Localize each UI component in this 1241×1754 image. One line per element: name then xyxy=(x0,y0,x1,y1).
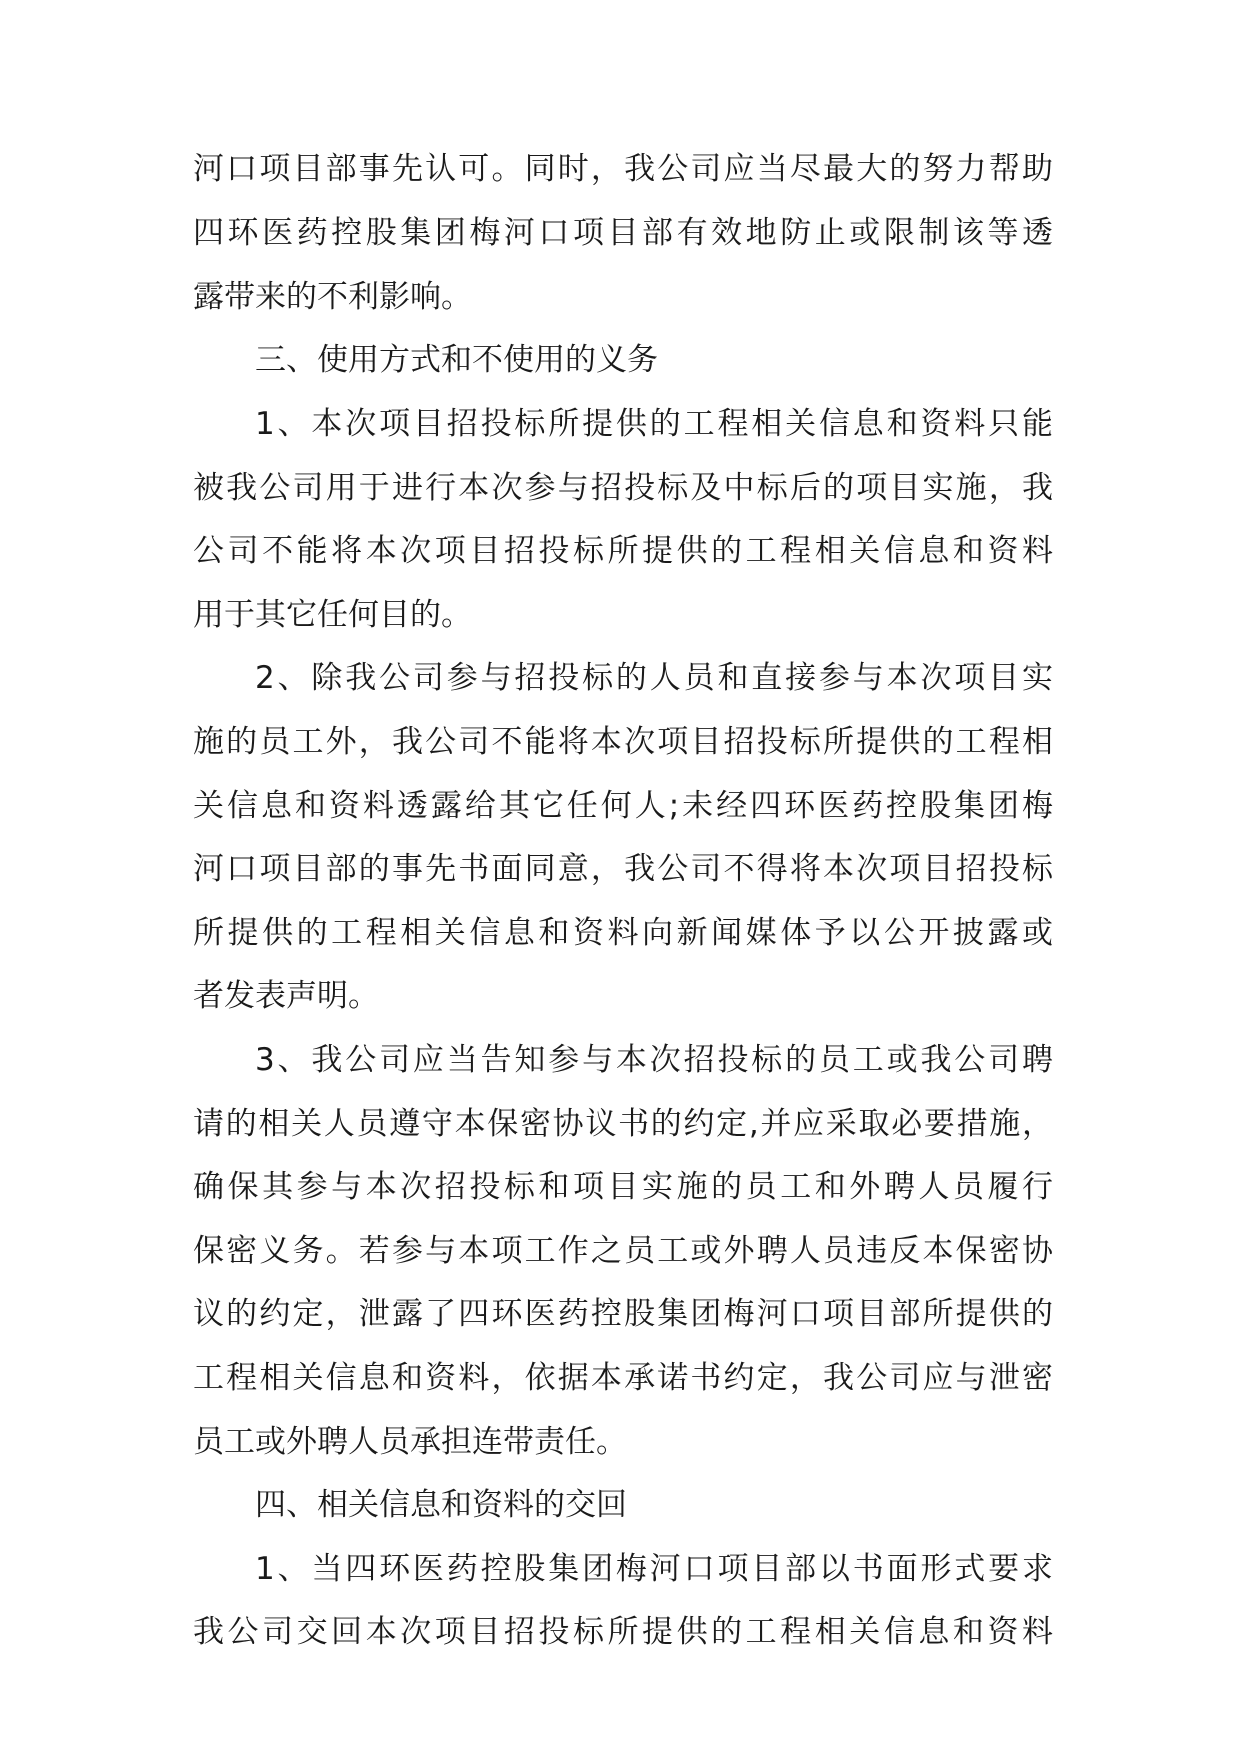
text-line: 露带来的不利影响。 xyxy=(193,279,472,315)
text-line: 所提供的工程相关信息和资料向新闻媒体予以公开披露或 xyxy=(193,915,1053,951)
text-line: 者发表声明。 xyxy=(193,978,379,1014)
text-line: 河口项目部事先认可。同时，我公司应当尽最大的努力帮助 xyxy=(193,151,1053,187)
text-line: 施的员工外，我公司不能将本次项目招投标所提供的工程相 xyxy=(193,724,1053,760)
text-line: 1、当四环医药控股集团梅河口项目部以书面形式要求 xyxy=(255,1551,1053,1587)
text-line: 确保其参与本次招投标和项目实施的员工和外聘人员履行 xyxy=(193,1169,1053,1205)
text-line: 关信息和资料透露给其它任何人;未经四环医药控股集团梅 xyxy=(193,788,1053,824)
text-line: 3、我公司应当告知参与本次招投标的员工或我公司聘 xyxy=(255,1042,1053,1078)
text-line: 员工或外聘人员承担连带责任。 xyxy=(193,1424,627,1460)
text-line: 2、除我公司参与招投标的人员和直接参与本次项目实 xyxy=(255,660,1053,696)
text-line: 工程相关信息和资料，依据本承诺书约定，我公司应与泄密 xyxy=(193,1360,1053,1396)
section-heading: 四、相关信息和资料的交回 xyxy=(255,1487,627,1523)
text-line: 被我公司用于进行本次参与招投标及中标后的项目实施，我 xyxy=(193,470,1053,506)
text-line: 议的约定，泄露了四环医药控股集团梅河口项目部所提供的 xyxy=(193,1296,1053,1332)
text-line: 四环医药控股集团梅河口项目部有效地防止或限制该等透 xyxy=(193,215,1053,251)
text-line: 公司不能将本次项目招投标所提供的工程相关信息和资料 xyxy=(193,533,1053,569)
section-heading: 三、使用方式和不使用的义务 xyxy=(255,342,658,378)
text-line: 河口项目部的事先书面同意，我公司不得将本次项目招投标 xyxy=(193,851,1053,887)
text-line: 请的相关人员遵守本保密协议书的约定,并应采取必要措施， xyxy=(193,1106,1053,1142)
text-line: 保密义务。若参与本项工作之员工或外聘人员违反本保密协 xyxy=(193,1233,1053,1269)
text-line: 我公司交回本次项目招投标所提供的工程相关信息和资料 xyxy=(193,1614,1053,1650)
text-line: 用于其它任何目的。 xyxy=(193,597,472,633)
text-line: 1、本次项目招投标所提供的工程相关信息和资料只能 xyxy=(255,406,1053,442)
